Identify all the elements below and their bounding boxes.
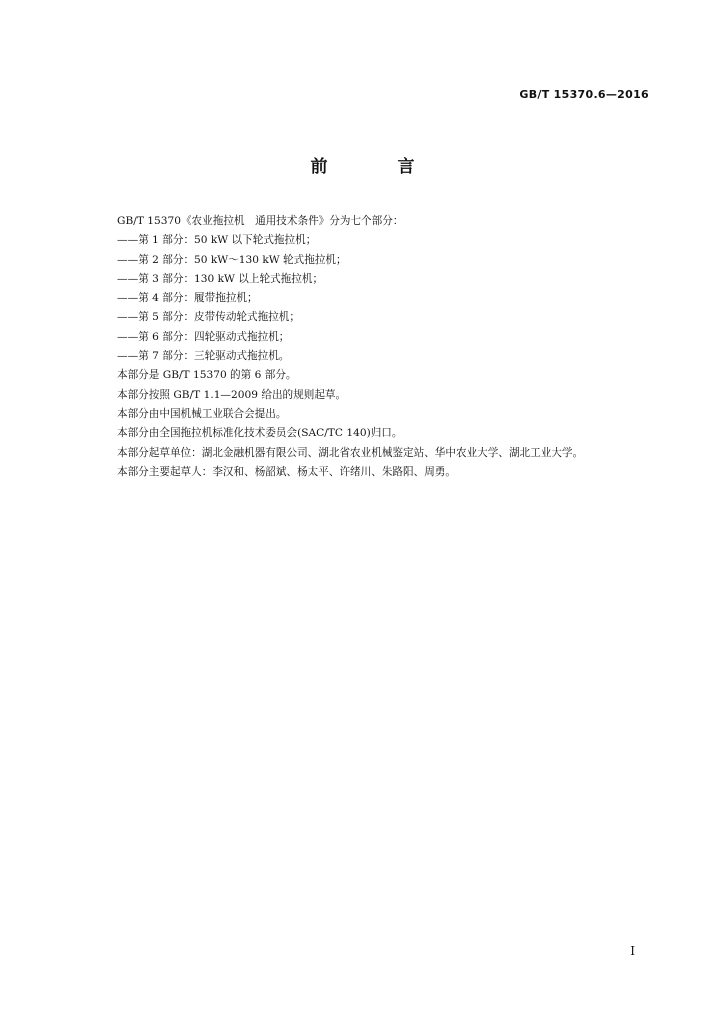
standard-number: GB/T 15370.6—2016 [519, 88, 649, 101]
paragraph-proposer: 本部分由中国机械工业联合会提出。 [117, 407, 287, 420]
page-number: I [630, 944, 635, 958]
paragraph-intro: GB/T 15370《农业拖拉机 通用技术条件》分为七个部分： [117, 215, 404, 227]
list-item-part-4: ——第 4 部分：履带拖拉机； [117, 292, 258, 305]
list-item-part-3: ——第 3 部分：130 kW 以上轮式拖拉机； [117, 272, 324, 285]
paragraph-committee: 本部分由全国拖拉机标准化技术委员会(SAC/TC 140)归口。 [117, 427, 403, 440]
page-title: 前 言 [310, 157, 447, 177]
paragraph-drafting-units: 本部分起草单位：湖北金融机器有限公司、湖北省农业机械鉴定站、华中农业大学、湖北工业大学。 [117, 446, 584, 459]
list-item-part-5: ——第 5 部分：皮带传动轮式拖拉机； [117, 311, 300, 324]
foreword-body [117, 212, 677, 482]
list-item-part-7: ——第 7 部分：三轮驱动式拖拉机。 [117, 350, 290, 363]
list-item-part-1: ——第 1 部分：50 kW 以下轮式拖拉机； [117, 234, 317, 247]
paragraph-drafters: 本部分主要起草人：李汉和、杨韶斌、杨太平、许绪川、朱路阳、周勇。 [117, 465, 456, 478]
paragraph-part-statement: 本部分是 GB/T 15370 的第 6 部分。 [117, 369, 297, 382]
list-item-part-2: ——第 2 部分：50 kW～130 kW 轮式拖拉机； [117, 253, 347, 266]
list-item-part-6: ——第 6 部分：四轮驱动式拖拉机； [117, 330, 290, 343]
paragraph-drafting-rules: 本部分按照 GB/T 1.1—2009 给出的规则起草。 [117, 388, 347, 401]
